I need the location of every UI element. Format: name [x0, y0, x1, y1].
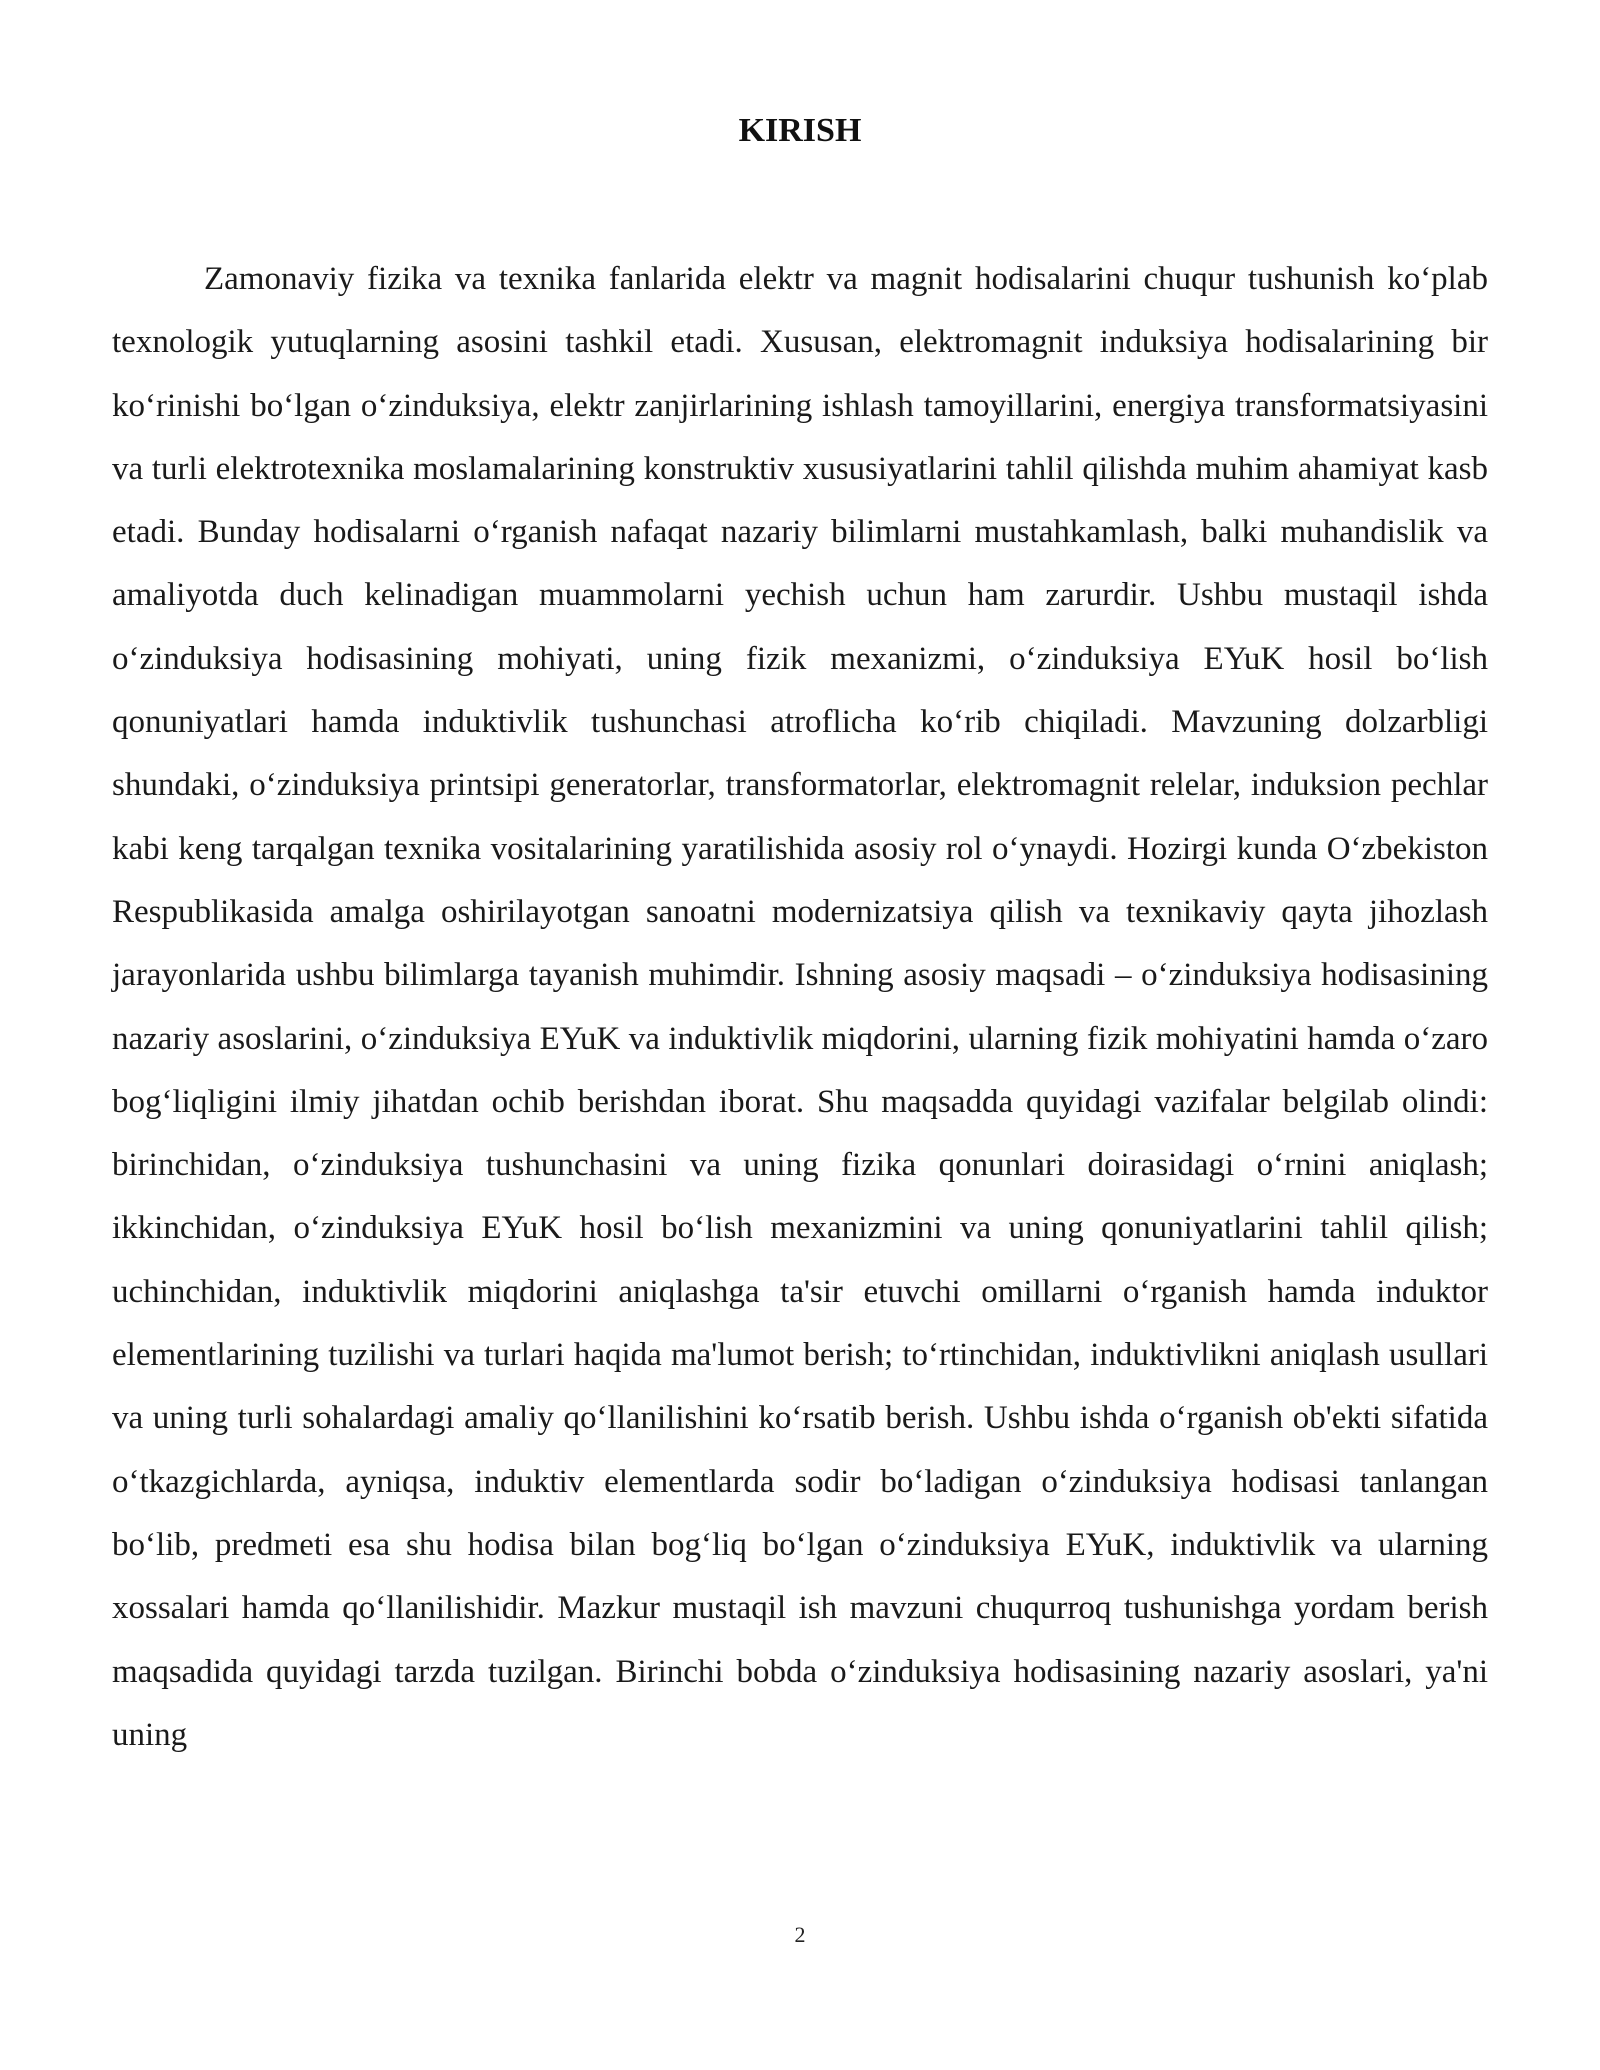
page-number: 2	[794, 1922, 806, 1947]
page-title: KIRISH	[738, 112, 862, 149]
body-paragraph: Zamonaviy fizika va texnika fanlarida elektr va magnit hodisalarini chuqur tushunish ko‘plab texnologik yutuqlarning asosini tashkil etadi. Xususan, elektromagnit induksiya hodisalarining bir ko‘rinishi bo‘lgan o‘zinduksiya, elektr zanjirlarining ishlash tamoyillarini, energiya transformatsiyasini va turli elektrotexnika moslamalarining konstruktiv xususiyatlarini tahlil qilishda muhim ahamiyat kasb etadi. Bunday hodisalarni o‘rganish nafaqat nazariy bilimlarni mustahkamlash, balki muhandislik va amaliyotda duch kelinadigan muammolarni yechish uchun ham zarurdir. Ushbu mustaqil ishda o‘zinduksiya hodisasining mohiyati, uning fizik mexanizmi, o‘zinduksiya EYuK hosil bo‘lish qonuniyatlari hamda induktivlik tushunchasi atroflicha ko‘rib chiqiladi. Mavzuning dolzarbligi shundaki, o‘zinduksiya printsipi generatorlar, transformatorlar, elektromagnit relelar, induksion pechlar kabi keng tarqalgan texnika vositalarining yaratilishida asosiy rol o‘ynaydi. Hozirgi kunda O‘zbekiston Respublikasida amalga oshirilayotgan sanoatni modernizatsiya qilish va texnikaviy qayta jihozlash jarayonlarida ushbu bilimlarga tayanish muhimdir. Ishning asosiy maqsadi – o‘zinduksiya hodisasining nazariy asoslarini, o‘zinduksiya EYuK va induktivlik miqdorini, ularning fizik mohiyatini hamda o‘zaro bog‘liqligini ilmiy jihatdan ochib berishdan iborat. Shu maqsadda quyidagi vazifalar belgilab olindi: birinchidan, o‘zinduksiya tushunchasini va uning fizika qonunlari doirasidagi o‘rnini aniqlash; ikkinchidan, o‘zinduksiya EYuK hosil bo‘lish mexanizmini va uning qonuniyatlarini tahlil qilish; uchinchidan, induktivlik miqdorini aniqlashga ta'sir etuvchi omillarni o‘rganish hamda induktor elementlarining tuzilishi va turlari haqida ma'lumot berish; to‘rtinchidan, induktivlikni aniqlash usullari va uning turli sohalardagi amaliy qo‘llanilishini ko‘rsatib berish. Ushbu ishda o‘rganish ob'ekti sifatida o‘tkazgichlarda, ayniqsa, induktiv elementlarda sodir bo‘ladigan o‘zinduksiya hodisasi tanlangan bo‘lib, predmeti esa shu hodisa bilan bog‘liq bo‘lgan o‘zinduksiya EYuK, induktivlik va ularning xossalari hamda qo‘llanilishidir. Mazkur mustaqil ish mavzuni chuqurroq tushunishga yordam berish maqsadida quyidagi tarzda tuzilgan. Birinchi bobda o‘zinduksiya hodisasining nazariy asoslari, ya'ni uning	[112, 261, 1488, 1753]
